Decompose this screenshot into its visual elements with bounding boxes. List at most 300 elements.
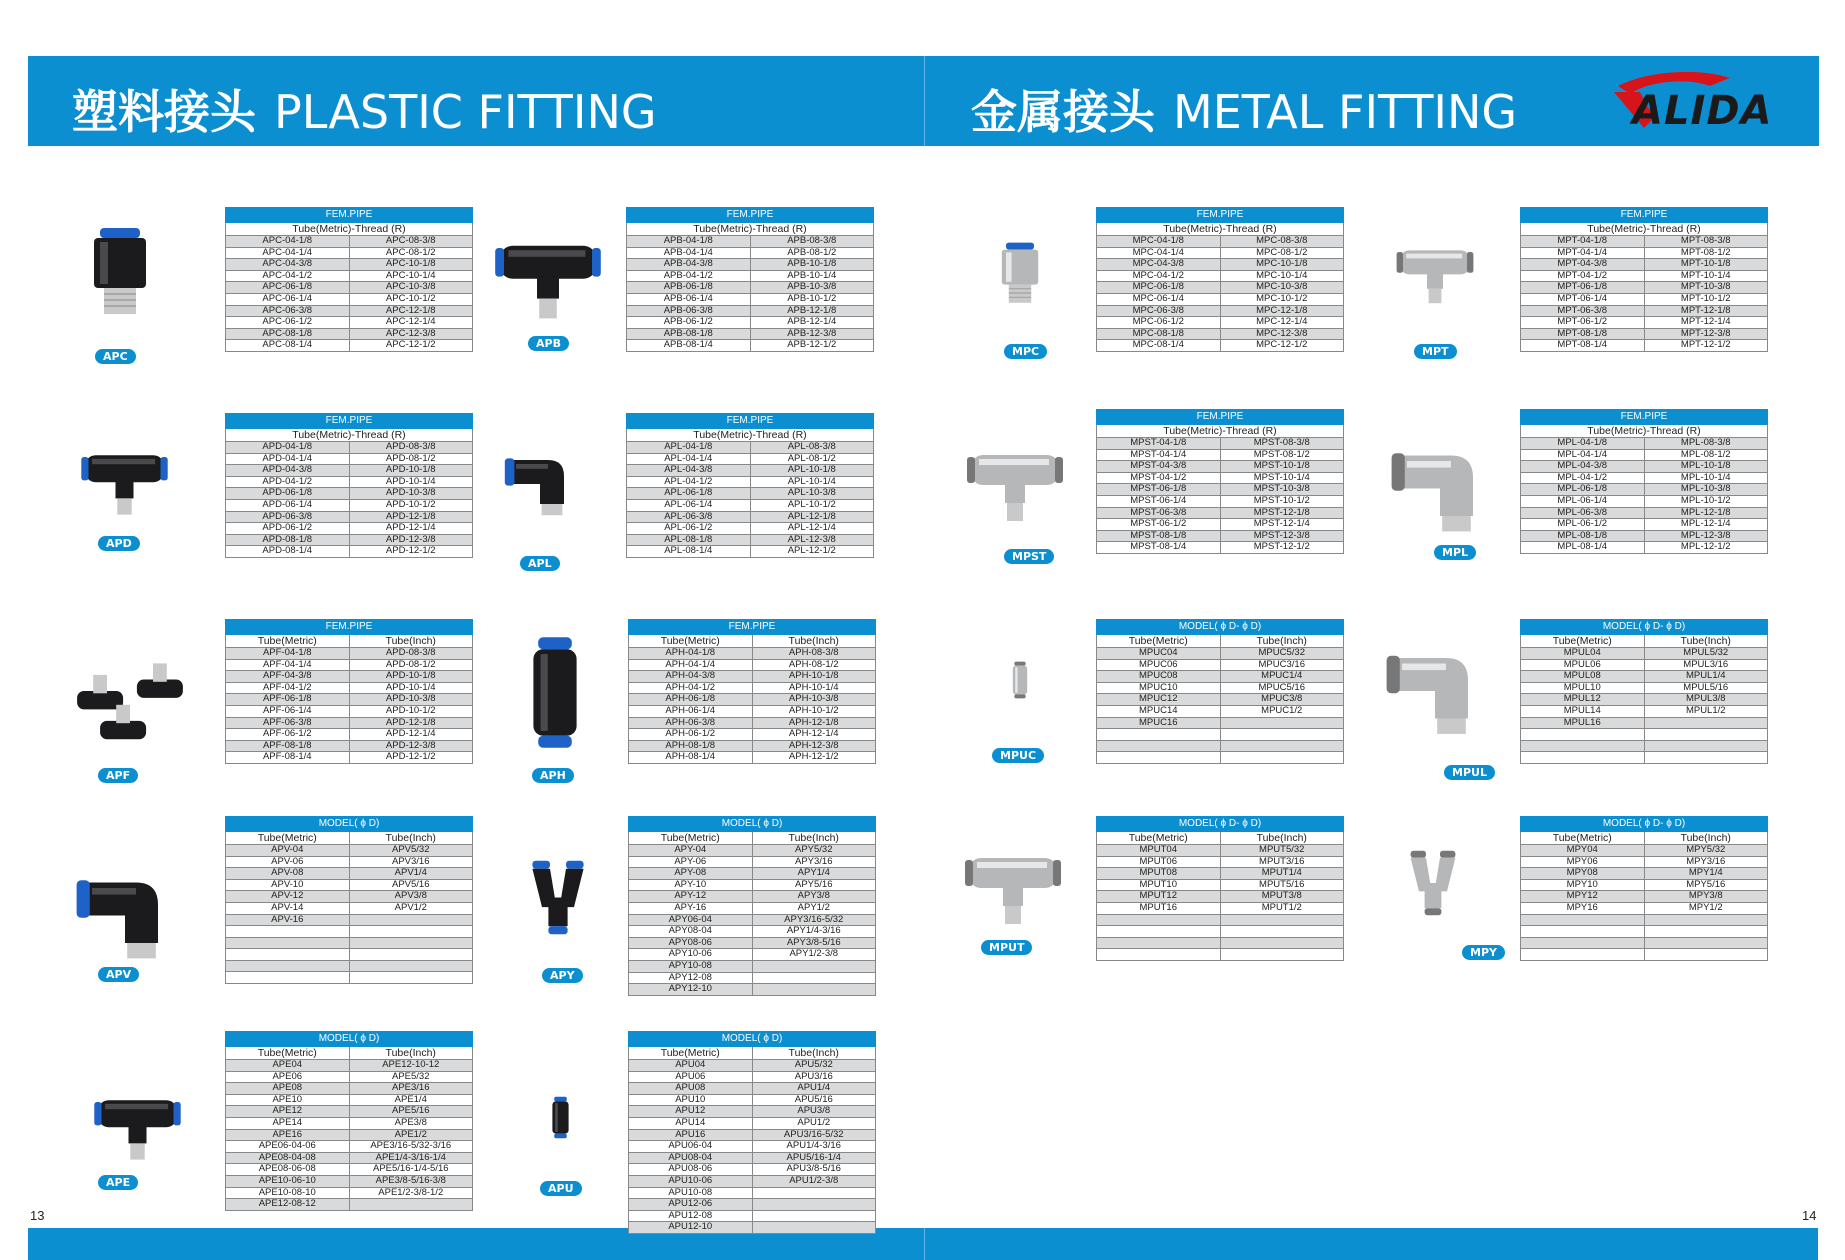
table-row — [226, 891, 473, 903]
table-cell: MPUL1/2 — [1644, 705, 1768, 717]
mpt-fitting-icon — [1360, 228, 1510, 308]
table-cell: MPC-12-1/2 — [1220, 340, 1344, 352]
table-row — [1097, 305, 1344, 317]
table-row — [1521, 902, 1768, 914]
apy-model-badge: APY — [542, 968, 583, 983]
mput-spec-table — [1096, 816, 1344, 961]
table-cell: APC-06-1/8 — [226, 282, 350, 294]
aph-fitting-icon — [495, 625, 615, 760]
table-cell: MPC-04-1/8 — [1097, 236, 1221, 248]
table-cell: APF-06-3/8 — [226, 717, 350, 729]
table-row — [1521, 949, 1768, 961]
table-cell — [1220, 914, 1344, 926]
table-cell: APH-12-1/8 — [752, 717, 876, 729]
table-cell: MPUT12 — [1097, 891, 1221, 903]
table-row — [1097, 461, 1344, 473]
table-row — [1521, 845, 1768, 857]
table-row — [226, 659, 473, 671]
table-cell: MPUT06 — [1097, 856, 1221, 868]
table-cell: MPC-06-3/8 — [1097, 305, 1221, 317]
table-row — [627, 317, 874, 329]
table-cell: MPUC1/4 — [1220, 671, 1344, 683]
table-cell: MPL-08-3/8 — [1644, 438, 1768, 450]
table-cell — [752, 1187, 876, 1199]
table-cell: MPL-06-1/4 — [1521, 495, 1645, 507]
footer-bar — [28, 1228, 1818, 1260]
table-cell: MPY04 — [1521, 845, 1645, 857]
table-cell: APD-04-3/8 — [226, 465, 350, 477]
table-cell: APB-08-3/8 — [750, 236, 874, 248]
table-row — [226, 1117, 473, 1129]
table-cell: APF-04-1/8 — [226, 648, 350, 660]
table-row — [1097, 438, 1344, 450]
apy-spec-table — [628, 816, 876, 996]
table-cell: MPUT5/32 — [1220, 845, 1344, 857]
table-cell: APV3/8 — [349, 891, 473, 903]
table-row — [1521, 937, 1768, 949]
table-cell: MPST-10-3/8 — [1220, 484, 1344, 496]
table-row — [629, 648, 876, 660]
table-cell: APB-06-1/2 — [627, 317, 751, 329]
mpst-fitting-icon — [965, 402, 1065, 552]
apd-spec-table — [225, 413, 473, 558]
apl-model-badge: APL — [520, 556, 560, 571]
table-cell: MPL-12-3/8 — [1644, 530, 1768, 542]
table-cell: APY3/8 — [752, 891, 876, 903]
table-cell: MPST-04-3/8 — [1097, 461, 1221, 473]
table-cell: APY-10 — [629, 879, 753, 891]
table-cell: MPST-08-1/2 — [1220, 449, 1344, 461]
mpuc-spec-table — [1096, 619, 1344, 764]
table-cell: APE1/4-3/16-1/4 — [349, 1152, 473, 1164]
table-cell: APE06-04-06 — [226, 1141, 350, 1153]
table-row — [226, 1187, 473, 1199]
table-row — [1521, 259, 1768, 271]
table-cell: APB-06-3/8 — [627, 305, 751, 317]
table-row — [226, 328, 473, 340]
table-cell — [349, 960, 473, 972]
table-cell: APD-06-1/8 — [226, 488, 350, 500]
table-cell: MPUT1/2 — [1220, 902, 1344, 914]
table-cell: APH-12-1/4 — [752, 729, 876, 741]
column-header: Tube(Metric) — [629, 635, 753, 648]
mpy-fitting-icon — [1398, 818, 1468, 948]
table-cell: APY1/4 — [752, 868, 876, 880]
table-cell: MPL-06-1/2 — [1521, 519, 1645, 531]
table-cell: APE5/32 — [349, 1071, 473, 1083]
table-cell: APY-16 — [629, 902, 753, 914]
table-cell: APU3/16 — [752, 1071, 876, 1083]
table-row — [1097, 495, 1344, 507]
table-cell: APH-06-1/4 — [629, 705, 753, 717]
table-cell — [1220, 752, 1344, 764]
table-header: MODEL( ϕ D) — [226, 817, 473, 832]
table-cell: MPST-06-1/4 — [1097, 495, 1221, 507]
plastic-title-en: PLASTIC FITTING — [274, 85, 657, 139]
column-header: Tube(Inch) — [349, 635, 473, 648]
table-row — [1521, 282, 1768, 294]
table-cell: MPUL10 — [1521, 682, 1645, 694]
table-cell: APL-10-3/8 — [750, 488, 874, 500]
mpl-fitting-icon — [1380, 428, 1500, 538]
table-row — [226, 305, 473, 317]
table-cell: APH-08-3/8 — [752, 648, 876, 660]
table-cell: APE12-08-12 — [226, 1199, 350, 1211]
table-cell: APV-14 — [226, 902, 350, 914]
table-header: MODEL( ϕ D- ϕ D) — [1097, 620, 1344, 635]
apv-model-badge: APV — [98, 967, 139, 982]
table-row — [627, 453, 874, 465]
table-row — [1521, 729, 1768, 741]
table-cell: MPL-10-1/4 — [1644, 472, 1768, 484]
mput-fitting-icon — [938, 830, 1088, 930]
table-row — [1521, 671, 1768, 683]
table-cell: MPC-04-3/8 — [1097, 259, 1221, 271]
apv-spec-table — [225, 816, 473, 984]
table-cell: MPL-04-1/8 — [1521, 438, 1645, 450]
table-cell: APV-10 — [226, 879, 350, 891]
table-cell — [1097, 926, 1221, 938]
table-cell: MPT-10-1/2 — [1644, 293, 1768, 305]
table-cell: MPST-12-1/8 — [1220, 507, 1344, 519]
table-row — [226, 1106, 473, 1118]
table-cell — [1521, 729, 1645, 741]
table-cell: APC-08-1/2 — [349, 247, 473, 259]
table-cell — [1097, 914, 1221, 926]
table-cell: MPUC06 — [1097, 659, 1221, 671]
table-row — [1097, 856, 1344, 868]
table-row — [629, 926, 876, 938]
table-row — [226, 270, 473, 282]
column-header: Tube(Inch) — [1644, 832, 1768, 845]
table-row — [1521, 705, 1768, 717]
table-cell: MPL-06-1/8 — [1521, 484, 1645, 496]
metal-title-en: METAL FITTING — [1173, 85, 1518, 139]
table-cell: MPUL14 — [1521, 705, 1645, 717]
table-cell: APD-12-3/8 — [349, 534, 473, 546]
table-cell: APD-10-3/8 — [349, 488, 473, 500]
apd-model-badge: APD — [98, 536, 140, 551]
table-row — [226, 247, 473, 259]
table-cell: APD-06-1/4 — [226, 499, 350, 511]
table-cell: APY08-04 — [629, 926, 753, 938]
table-row — [226, 511, 473, 523]
table-cell: APH-12-3/8 — [752, 740, 876, 752]
apb-spec-table — [626, 207, 874, 352]
table-cell: APL-08-1/2 — [750, 453, 874, 465]
table-row — [1097, 891, 1344, 903]
table-cell: APD-06-3/8 — [226, 511, 350, 523]
table-row — [1097, 507, 1344, 519]
table-cell: MPUC16 — [1097, 717, 1221, 729]
table-cell — [1644, 949, 1768, 961]
table-cell: MPL-04-3/8 — [1521, 461, 1645, 473]
column-header: Tube(Inch) — [349, 832, 473, 845]
table-cell: APC-10-1/4 — [349, 270, 473, 282]
table-cell — [752, 1222, 876, 1234]
table-header: FEM.PIPE — [627, 208, 874, 223]
table-cell: APD-10-3/8 — [349, 694, 473, 706]
mpul-model-badge: MPUL — [1444, 765, 1495, 780]
table-row — [1097, 937, 1344, 949]
table-cell: APY12-10 — [629, 984, 753, 996]
table-cell: APE1/2 — [349, 1129, 473, 1141]
table-cell: APU12-10 — [629, 1222, 753, 1234]
table-cell: APY5/32 — [752, 845, 876, 857]
apc-spec-table — [225, 207, 473, 352]
table-subheader: Tube(Metric)-Thread (R) — [627, 223, 874, 236]
table-cell: APU5/16 — [752, 1094, 876, 1106]
table-cell: APE1/2-3/8-1/2 — [349, 1187, 473, 1199]
table-cell: APY-06 — [629, 856, 753, 868]
table-header: MODEL( ϕ D) — [226, 1032, 473, 1047]
apf-spec-table — [225, 619, 473, 764]
table-cell: MPST-10-1/4 — [1220, 472, 1344, 484]
table-cell — [1220, 729, 1344, 741]
table-cell: APB-04-1/4 — [627, 247, 751, 259]
table-cell: APE12-10-12 — [349, 1060, 473, 1072]
table-cell: MPUL3/8 — [1644, 694, 1768, 706]
apl-fitting-icon — [500, 425, 580, 535]
table-cell: MPL-10-1/8 — [1644, 461, 1768, 473]
table-row — [629, 845, 876, 857]
table-row — [226, 926, 473, 938]
table-cell: MPST-06-3/8 — [1097, 507, 1221, 519]
table-row — [1521, 507, 1768, 519]
table-cell — [752, 1199, 876, 1211]
table-cell: APF-04-1/4 — [226, 659, 350, 671]
table-row — [627, 340, 874, 352]
table-row — [629, 1060, 876, 1072]
table-row — [627, 511, 874, 523]
table-cell: APY1/2-3/8 — [752, 949, 876, 961]
table-cell: MPL-08-1/2 — [1644, 449, 1768, 461]
table-row — [627, 523, 874, 535]
table-cell: APD-10-1/4 — [349, 682, 473, 694]
table-cell: APH-04-1/2 — [629, 682, 753, 694]
table-subheader: Tube(Metric)-Thread (R) — [1521, 223, 1768, 236]
apc-model-badge: APC — [95, 349, 136, 364]
table-cell — [226, 937, 350, 949]
table-cell: APH-10-1/2 — [752, 705, 876, 717]
table-subheader: Tube(Metric)-Thread (R) — [1097, 223, 1344, 236]
table-cell: APB-10-1/2 — [750, 293, 874, 305]
table-cell: MPT-12-3/8 — [1644, 328, 1768, 340]
table-cell: MPUT3/16 — [1220, 856, 1344, 868]
mpt-model-badge: MPT — [1414, 344, 1457, 359]
table-cell: APU1/4-3/16 — [752, 1141, 876, 1153]
table-row — [1521, 340, 1768, 352]
table-cell: APU12 — [629, 1106, 753, 1118]
table-cell: MPST-10-1/8 — [1220, 461, 1344, 473]
table-row — [1097, 270, 1344, 282]
table-cell: APC-10-1/8 — [349, 259, 473, 271]
table-cell: MPT-08-1/8 — [1521, 328, 1645, 340]
table-row — [226, 259, 473, 271]
table-cell: APH-04-1/4 — [629, 659, 753, 671]
table-cell: MPC-12-1/4 — [1220, 317, 1344, 329]
table-cell: MPUT5/16 — [1220, 879, 1344, 891]
logo-text: ALIDA — [1632, 88, 1773, 134]
mpuc-fitting-icon — [1000, 615, 1040, 745]
table-cell: MPUC12 — [1097, 694, 1221, 706]
mpst-model-badge: MPST — [1004, 549, 1054, 564]
table-cell: MPT-06-1/2 — [1521, 317, 1645, 329]
table-cell: MPT-12-1/4 — [1644, 317, 1768, 329]
table-cell: APB-12-1/8 — [750, 305, 874, 317]
mpt-spec-table — [1520, 207, 1768, 352]
table-cell: APD-12-1/2 — [349, 546, 473, 558]
table-row — [1521, 328, 1768, 340]
table-row — [1097, 845, 1344, 857]
aph-model-badge: APH — [532, 768, 574, 783]
table-cell: APC-04-3/8 — [226, 259, 350, 271]
table-header: FEM.PIPE — [1521, 208, 1768, 223]
table-row — [1521, 305, 1768, 317]
table-row — [226, 476, 473, 488]
table-header: MODEL( ϕ D) — [629, 1032, 876, 1047]
table-cell: APB-12-1/4 — [750, 317, 874, 329]
mpc-spec-table — [1096, 207, 1344, 352]
column-header: Tube(Metric) — [629, 1047, 753, 1060]
table-row — [629, 972, 876, 984]
table-cell: APC-08-1/4 — [226, 340, 350, 352]
table-cell: APD-12-3/8 — [349, 740, 473, 752]
table-row — [629, 960, 876, 972]
table-row — [226, 694, 473, 706]
table-row — [1097, 449, 1344, 461]
table-row — [1521, 868, 1768, 880]
table-row — [629, 729, 876, 741]
table-cell — [752, 960, 876, 972]
table-cell: APU06 — [629, 1071, 753, 1083]
table-cell: MPC-12-3/8 — [1220, 328, 1344, 340]
table-cell: APD-12-1/4 — [349, 729, 473, 741]
table-row — [627, 465, 874, 477]
table-row — [629, 891, 876, 903]
table-subheader: Tube(Metric)-Thread (R) — [1097, 425, 1344, 438]
table-row — [1521, 270, 1768, 282]
table-cell: MPT-06-3/8 — [1521, 305, 1645, 317]
table-row — [627, 236, 874, 248]
table-cell: APF-08-1/8 — [226, 740, 350, 752]
table-cell: APY-08 — [629, 868, 753, 880]
table-cell: MPT-04-1/4 — [1521, 247, 1645, 259]
table-row — [1521, 530, 1768, 542]
table-row — [1521, 752, 1768, 764]
table-cell: APE04 — [226, 1060, 350, 1072]
table-row — [226, 1164, 473, 1176]
table-row — [629, 949, 876, 961]
table-cell: MPC-10-3/8 — [1220, 282, 1344, 294]
table-row — [629, 984, 876, 996]
table-row — [1097, 259, 1344, 271]
table-row — [1521, 879, 1768, 891]
table-row — [627, 442, 874, 454]
table-cell: APY10-06 — [629, 949, 753, 961]
table-row — [1097, 282, 1344, 294]
table-row — [1097, 729, 1344, 741]
table-row — [1521, 247, 1768, 259]
table-row — [1097, 705, 1344, 717]
table-cell: MPUL1/4 — [1644, 671, 1768, 683]
table-cell: MPL-12-1/4 — [1644, 519, 1768, 531]
plastic-title-cn: 塑料接头 — [72, 85, 256, 139]
table-cell: MPUL12 — [1521, 694, 1645, 706]
table-row — [226, 1129, 473, 1141]
table-cell: APE12 — [226, 1106, 350, 1118]
table-cell: MPT-08-1/4 — [1521, 340, 1645, 352]
table-row — [629, 937, 876, 949]
table-row — [1097, 328, 1344, 340]
table-row — [226, 442, 473, 454]
table-row — [226, 1199, 473, 1211]
table-cell: APD-08-1/4 — [226, 546, 350, 558]
table-row — [627, 293, 874, 305]
table-cell: APV-16 — [226, 914, 350, 926]
table-cell: APC-12-1/4 — [349, 317, 473, 329]
table-cell: APC-12-1/2 — [349, 340, 473, 352]
table-cell — [1644, 914, 1768, 926]
table-cell: APC-08-1/8 — [226, 328, 350, 340]
table-cell — [1521, 752, 1645, 764]
table-header: FEM.PIPE — [629, 620, 876, 635]
table-cell: MPT-12-1/2 — [1644, 340, 1768, 352]
table-cell: APH-06-3/8 — [629, 717, 753, 729]
table-cell: APB-08-1/4 — [627, 340, 751, 352]
column-header: Tube(Metric) — [1097, 635, 1221, 648]
table-cell: APU10-06 — [629, 1175, 753, 1187]
table-cell: MPST-04-1/2 — [1097, 472, 1221, 484]
table-cell: APV-12 — [226, 891, 350, 903]
table-cell: APB-12-3/8 — [750, 328, 874, 340]
table-row — [1521, 648, 1768, 660]
table-cell: APU1/2-3/8 — [752, 1175, 876, 1187]
table-row — [1097, 949, 1344, 961]
table-cell: APD-08-1/2 — [349, 453, 473, 465]
table-cell — [1644, 926, 1768, 938]
table-cell: APL-08-1/8 — [627, 534, 751, 546]
table-row — [629, 1117, 876, 1129]
table-row — [627, 546, 874, 558]
table-row — [1521, 926, 1768, 938]
table-cell — [1097, 740, 1221, 752]
table-row — [226, 671, 473, 683]
table-cell: APE5/16-1/4-5/16 — [349, 1164, 473, 1176]
table-cell: APD-12-1/4 — [349, 523, 473, 535]
table-header: MODEL( ϕ D- ϕ D) — [1097, 817, 1344, 832]
table-cell: APY06-04 — [629, 914, 753, 926]
table-cell: APY-12 — [629, 891, 753, 903]
table-cell: MPY3/8 — [1644, 891, 1768, 903]
table-row — [226, 1141, 473, 1153]
table-cell — [1220, 937, 1344, 949]
table-cell: APY1/2 — [752, 902, 876, 914]
table-cell: MPUC1/2 — [1220, 705, 1344, 717]
table-cell: APB-10-1/4 — [750, 270, 874, 282]
table-cell: APC-10-3/8 — [349, 282, 473, 294]
table-cell: MPT-10-1/4 — [1644, 270, 1768, 282]
table-cell: APU5/16-1/4 — [752, 1152, 876, 1164]
table-row — [627, 247, 874, 259]
table-row — [1521, 449, 1768, 461]
table-row — [1097, 530, 1344, 542]
apc-fitting-icon — [70, 210, 170, 330]
table-row — [226, 972, 473, 984]
table-header: MODEL( ϕ D) — [629, 817, 876, 832]
table-cell: APC-04-1/8 — [226, 236, 350, 248]
table-cell: MPUC14 — [1097, 705, 1221, 717]
